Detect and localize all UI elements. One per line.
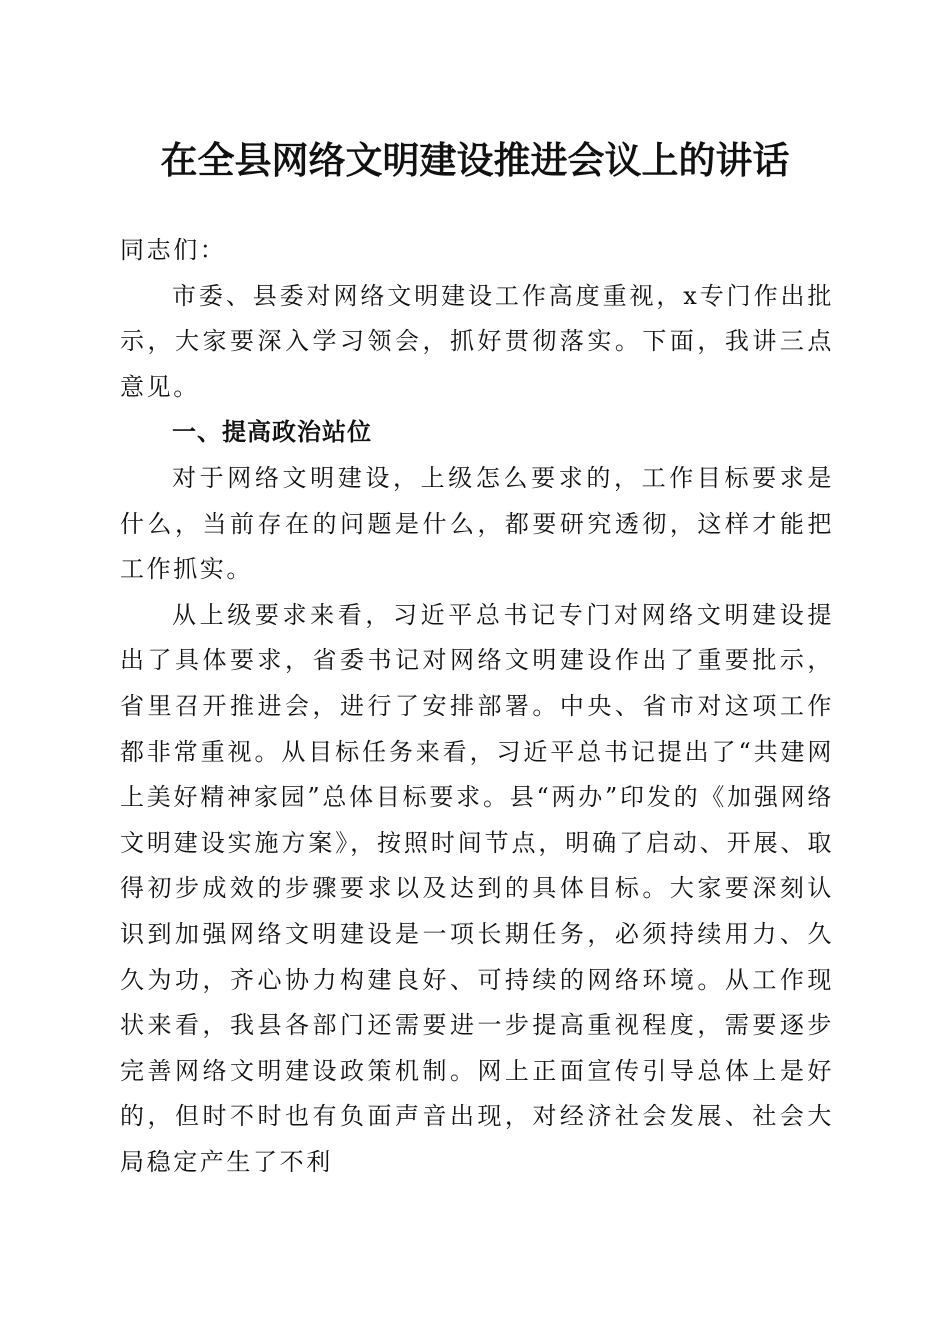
salutation: 同志们：	[120, 236, 227, 264]
section1-paragraph-2: 从上级要求来看，习近平总书记专门对网络文明建设提出了具体要求，省委书记对网络文明建设作出了重要批示，省里召开推进会，进行了安排部署。中央、省市对这项工作都非常重视。从目标任务来看，习近平总书记提出了“共建网上美好精神家园”总体目标要求。县“两办”印发的《加强网络文明建设实施方案》，按照时间节点，明确了启动、开展、取得初步成效的步骤要求以及达到的具体目标。大家要深刻认识到加强网络文明建设是一项长期任务，必须持续用力、久久为功，齐心协力构建良好、可持续的网络环境。从工作现状来看，我县各部门还需要进一步提高重视程度，需要逐步完善网络文明建设政策机制。网上正面宣传引导总体上是好的，但时不时也有负面声音出现，对经济社会发展、社会大局稳定产生了不利	[120, 600, 834, 1176]
section1-paragraph-1: 对于网络文明建设，上级怎么要求的，工作目标要求是什么，当前存在的问题是什么，都要研究透彻，这样才能把工作抓实。	[120, 463, 834, 584]
document-body	[120, 228, 834, 1185]
intro-paragraph: 市委、县委对网络文明建设工作高度重视，x专门作出批示，大家要深入学习领会，抓好贯彻落实。下面，我讲三点意见。	[120, 281, 834, 401]
section-heading-1: 一、提高政治站位	[172, 418, 372, 447]
document-title: 在全县网络文明建设推进会议上的讲话	[160, 138, 790, 182]
